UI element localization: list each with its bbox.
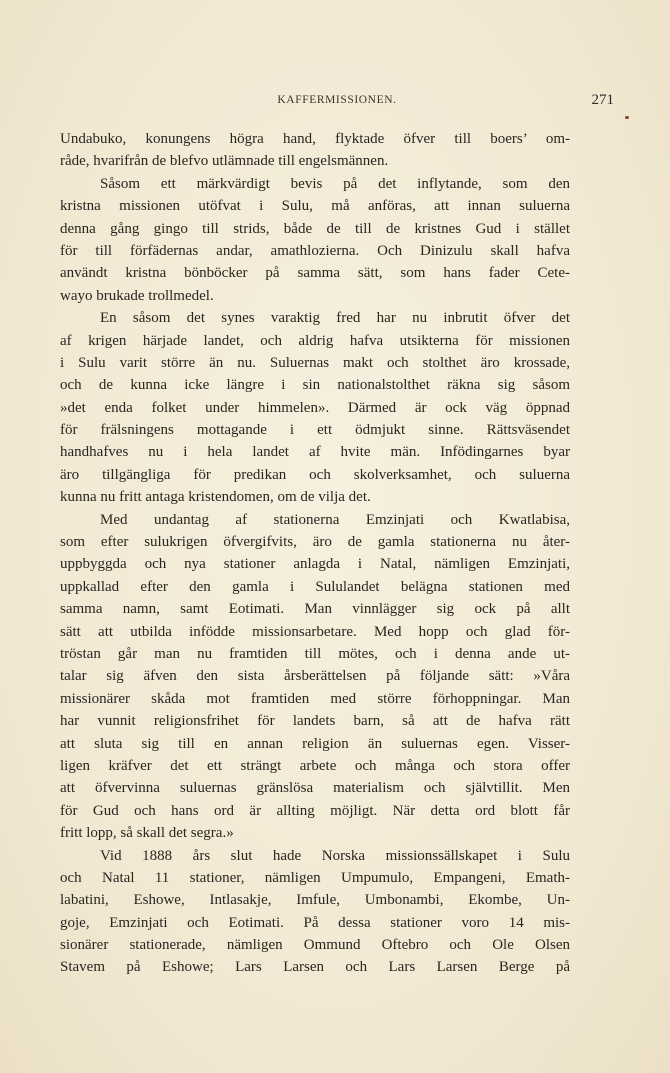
text-line: har vunnit religionsfrihet för landets barn, så att de hafva rätt bbox=[60, 713, 570, 730]
text-line: samma namn, samt Eotimati. Man vinnlägger sig ock på allt bbox=[60, 601, 570, 618]
page-header bbox=[60, 94, 614, 114]
text-line: att öfvervinna suluernas gränslösa materialism och självtillit. Men bbox=[60, 780, 570, 797]
text-line: Såsom ett märkvärdigt bevis på det inflytande, som den bbox=[100, 175, 570, 192]
page-number: 271 bbox=[591, 92, 614, 108]
text-line: af krigen härjade landet, och aldrig hafva utsikterna för missionen bbox=[60, 332, 570, 349]
text-line: och de kunna icke längre i sin nationalstolthet räkna sig såsom bbox=[60, 377, 570, 394]
text-line: som efter sulukrigen öfvergifvits, äro de gamla stationerna nu åter- bbox=[60, 534, 570, 551]
text-line: uppkallad efter den gamla i Sululandet belägna stationen med bbox=[60, 578, 570, 595]
text-line: och Natal 11 stationer, nämligen Umpumulo, Empangeni, Emath- bbox=[60, 869, 570, 886]
text-line: labatini, Eshowe, Intlasakje, Imfule, Umbonambi, Ekombe, Un- bbox=[60, 892, 570, 909]
text-line: wayo brukade trollmedel. bbox=[60, 287, 214, 304]
text-line: kristna missionen utöfvat i Sulu, må anföras, att innan suluerna bbox=[60, 198, 570, 215]
text-line: kunna nu fritt antaga kristendomen, om de vilja det. bbox=[60, 489, 371, 506]
text-line: denna gång gingo till strids, både de till de kristnes Gud i stället bbox=[60, 220, 570, 237]
text-line: uppbyggda och nya stationer anlagda i Natal, nämligen Emzinjati, bbox=[60, 556, 570, 573]
text-line: Undabuko, konungens högra hand, flyktade öfver till boers’ om- bbox=[60, 131, 570, 147]
text-line: tröstan går man nu framtiden till mötes, och i denna ande ut- bbox=[60, 645, 570, 662]
text-line: för till förfädernas andar, amathlozierna. Och Dinizulu skall hafva bbox=[60, 242, 570, 259]
text-line: Stavem på Eshowe; Lars Larsen och Lars Larsen Berge på bbox=[60, 959, 570, 976]
running-title: KAFFERMISSIONEN. bbox=[277, 94, 397, 106]
text-line: råde, hvarifrån de blefvo utlämnade till engelsmännen. bbox=[60, 153, 389, 170]
text-line: fritt lopp, så skall det segra.» bbox=[60, 825, 234, 842]
text-line: för Gud och hans ord är allting möjligt. När detta ord blott får bbox=[60, 802, 570, 819]
text-line: Med undantag af stationerna Emzinjati och Kwatlabisa, bbox=[100, 511, 570, 528]
text-line: talar sig äfven den sista årsberättelsen på följande sätt: »Våra bbox=[60, 668, 570, 685]
text-line: äro tillgängliga för predikan och skolverksamhet, och suluerna bbox=[60, 466, 570, 483]
text-line: goje, Emzinjati och Eotimati. På dessa stationer voro 14 mis- bbox=[60, 914, 570, 931]
text-line: i Sulu varit större än nu. Suluernas makt och stolthet äro krossade, bbox=[60, 354, 570, 371]
text-line: sionärer stationerade, nämligen Ommund Oftebro och Ole Olsen bbox=[60, 937, 570, 954]
text-line: Vid 1888 års slut hade Norska missionssällskapet i Sulu bbox=[100, 847, 570, 864]
text-line: användt kristna bönböcker på samma sätt, som hans fader Cete- bbox=[60, 265, 570, 282]
text-line: »det enda folket under himmelen». Därmed är ock väg öppnad bbox=[60, 399, 570, 416]
paper-speck bbox=[625, 116, 629, 119]
text-line: handhafves nu i hela landet af hvite män. Infödingarnes byar bbox=[60, 444, 570, 461]
body-text bbox=[60, 128, 570, 979]
text-line: ligen kräfver det ett strängt arbete och många och stora offer bbox=[60, 757, 570, 774]
text-line: för frälsningens mottagande i ett ödmjukt sinne. Rättsväsendet bbox=[60, 422, 570, 439]
text-line: missionärer skåda mot framtiden med större förhoppningar. Man bbox=[60, 690, 570, 707]
text-line: En såsom det synes varaktig fred har nu inbrutit öfver det bbox=[100, 310, 570, 327]
text-line: att sluta sig till en annan religion än suluernas egen. Visser- bbox=[60, 735, 570, 752]
text-line: sätt att utbilda infödde missionsarbetare. Med hopp och glad för- bbox=[60, 623, 570, 640]
